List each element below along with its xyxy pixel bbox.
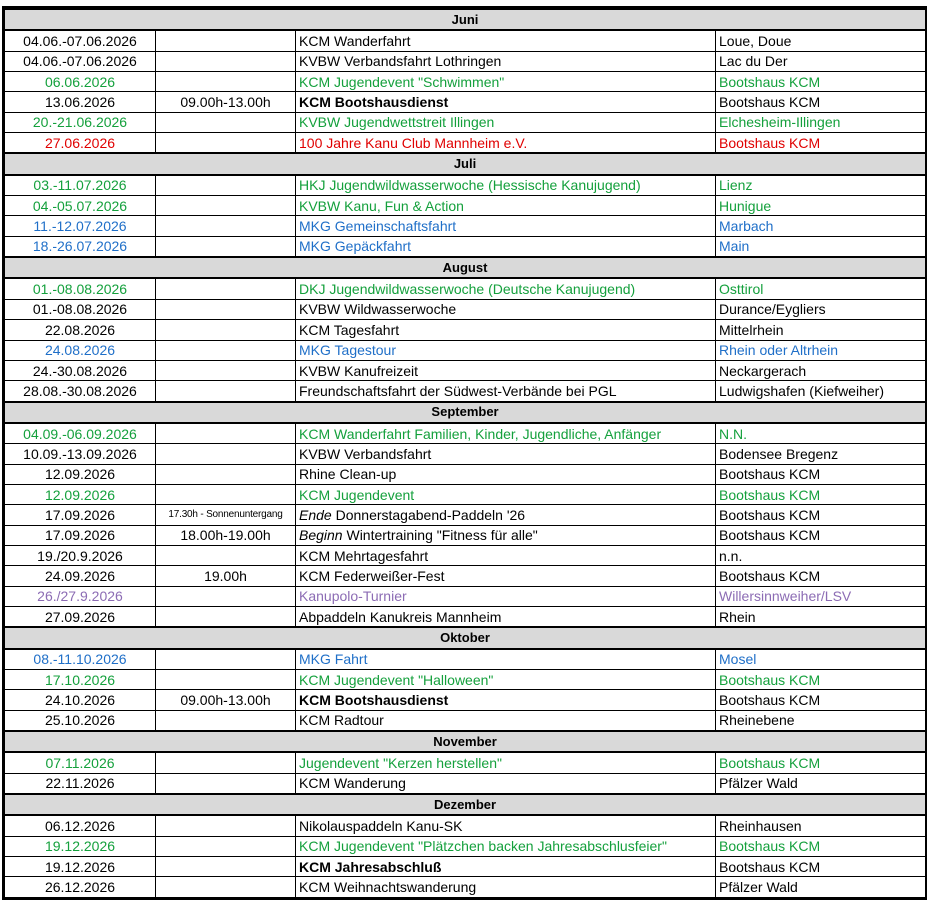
event-location: Willersinnweiher/LSV <box>716 586 926 606</box>
event-time <box>156 340 296 360</box>
event-date: 26.12.2026 <box>5 877 156 897</box>
event-row <box>5 752 926 773</box>
event-name: Donnerstagabend-Paddeln '26 <box>335 506 526 523</box>
event-name-cell <box>296 836 716 856</box>
event-name-cell <box>296 586 716 606</box>
event-name: 100 Jahre Kanu Club Mannheim e.V. <box>299 134 528 151</box>
event-name: HKJ Jugendwildwasserwoche (Hessische Kanujugend) <box>299 177 641 194</box>
event-date: 26./27.9.2026 <box>5 586 156 606</box>
event-date: 04.06.-07.06.2026 <box>5 51 156 71</box>
event-row <box>5 72 926 92</box>
event-time <box>156 299 296 319</box>
event-row <box>5 545 926 565</box>
event-name-cell <box>296 92 716 112</box>
event-name: Jugendevent "Kerzen herstellen" <box>299 755 502 772</box>
event-name-cell <box>296 877 716 897</box>
event-date: 10.09.-13.09.2026 <box>5 444 156 464</box>
event-location: Bootshaus KCM <box>716 752 926 773</box>
event-time <box>156 606 296 627</box>
event-location: Ludwigshafen (Kiefweiher) <box>716 381 926 402</box>
event-time <box>156 857 296 877</box>
event-name: KCM Wanderfahrt <box>299 33 411 50</box>
event-name: Nikolauspaddeln Kanu-SK <box>299 818 463 835</box>
event-date: 04.-05.07.2026 <box>5 196 156 216</box>
month-header: Dezember <box>5 794 926 815</box>
event-time: 09.00h-13.00h <box>156 92 296 112</box>
event-location: Lienz <box>716 175 926 196</box>
event-location: Bootshaus KCM <box>716 525 926 545</box>
event-date: 27.09.2026 <box>5 606 156 627</box>
event-name: Abpaddeln Kanukreis Mannheim <box>299 608 502 625</box>
event-name: KCM Wanderfahrt Familien, Kinder, Jugendliche, Anfänger <box>299 425 662 442</box>
event-name-cell <box>296 340 716 360</box>
event-time <box>156 545 296 565</box>
event-date: 08.-11.10.2026 <box>5 649 156 670</box>
event-date: 22.11.2026 <box>5 773 156 794</box>
event-name-cell <box>296 815 716 836</box>
event-time <box>156 133 296 154</box>
event-name: KVBW Kanu, Fun & Action <box>299 197 464 214</box>
event-time: 18.00h-19.00h <box>156 525 296 545</box>
event-date: 11.-12.07.2026 <box>5 216 156 236</box>
event-row <box>5 690 926 710</box>
event-date: 12.09.2026 <box>5 464 156 484</box>
event-time <box>156 815 296 836</box>
event-calendar-sheet <box>2 6 927 900</box>
event-date: 04.06.-07.06.2026 <box>5 30 156 51</box>
event-time <box>156 752 296 773</box>
event-name-cell <box>296 360 716 380</box>
event-name-cell <box>296 423 716 444</box>
event-date: 17.09.2026 <box>5 505 156 525</box>
event-name-cell <box>296 566 716 586</box>
event-date: 04.09.-06.09.2026 <box>5 423 156 444</box>
event-row <box>5 381 926 402</box>
event-time <box>156 216 296 236</box>
event-location: n.n. <box>716 545 926 565</box>
event-name: Kanupolo-Turnier <box>299 588 407 605</box>
event-location: Bootshaus KCM <box>716 566 926 586</box>
event-row <box>5 815 926 836</box>
month-header-row <box>5 9 926 30</box>
event-date: 01.-08.08.2026 <box>5 299 156 319</box>
event-location: Mosel <box>716 649 926 670</box>
month-header-row <box>5 257 926 278</box>
event-row <box>5 773 926 794</box>
event-time <box>156 360 296 380</box>
event-name-cell <box>296 690 716 710</box>
event-time <box>156 112 296 132</box>
event-location: Rhein <box>716 606 926 627</box>
event-name: KCM Mehrtagesfahrt <box>299 547 429 564</box>
event-time <box>156 423 296 444</box>
event-row <box>5 299 926 319</box>
event-time: 17.30h - Sonnenuntergang <box>156 505 296 525</box>
event-date: 17.10.2026 <box>5 670 156 690</box>
event-name: KCM Jugendevent "Schwimmen" <box>299 73 505 90</box>
event-name: KCM Wanderung <box>299 775 406 792</box>
event-location: Marbach <box>716 216 926 236</box>
event-name: KCM Jugendevent "Halloween" <box>299 671 494 688</box>
event-name: KCM Jugendevent "Plätzchen backen Jahresabschlusfeier" <box>299 838 667 855</box>
event-name: MKG Gemeinschaftsfahrt <box>299 218 457 235</box>
event-row <box>5 360 926 380</box>
event-time <box>156 710 296 731</box>
event-name: DKJ Jugendwildwasserwoche (Deutsche Kanujugend) <box>299 281 636 298</box>
event-name-cell <box>296 773 716 794</box>
month-header: Juli <box>5 153 926 174</box>
event-date: 25.10.2026 <box>5 710 156 731</box>
event-location: Pfälzer Wald <box>716 773 926 794</box>
event-row <box>5 423 926 444</box>
event-row <box>5 670 926 690</box>
event-time <box>156 51 296 71</box>
event-time <box>156 30 296 51</box>
event-row <box>5 51 926 71</box>
event-name-cell <box>296 606 716 627</box>
event-location: Pfälzer Wald <box>716 877 926 897</box>
event-row <box>5 566 926 586</box>
event-name-cell <box>296 51 716 71</box>
event-name: KVBW Verbandsfahrt <box>299 445 432 462</box>
event-time <box>156 773 296 794</box>
event-location: Neckargerach <box>716 360 926 380</box>
event-row <box>5 586 926 606</box>
event-name: KCM Weihnachtswanderung <box>299 879 477 896</box>
event-name: KVBW Kanufreizeit <box>299 362 419 379</box>
event-date: 19.12.2026 <box>5 836 156 856</box>
event-location: Bootshaus KCM <box>716 857 926 877</box>
event-row <box>5 525 926 545</box>
event-prefix: Ende <box>299 506 332 523</box>
event-row <box>5 30 926 51</box>
event-location: Rheinhausen <box>716 815 926 836</box>
event-name-cell <box>296 196 716 216</box>
event-location: N.N. <box>716 423 926 444</box>
event-row <box>5 340 926 360</box>
event-date: 13.06.2026 <box>5 92 156 112</box>
event-time <box>156 670 296 690</box>
event-row <box>5 278 926 299</box>
event-row <box>5 505 926 525</box>
event-name-cell <box>296 525 716 545</box>
event-location: Bootshaus KCM <box>716 133 926 154</box>
event-name: KCM Jugendevent <box>299 486 415 503</box>
event-row <box>5 236 926 257</box>
event-location: Durance/Eygliers <box>716 299 926 319</box>
event-name-cell <box>296 545 716 565</box>
event-name: KCM Federweißer-Fest <box>299 567 445 584</box>
event-location: Rhein oder Altrhein <box>716 340 926 360</box>
event-time <box>156 381 296 402</box>
event-location: Lac du Der <box>716 51 926 71</box>
event-location: Elchesheim-Illingen <box>716 112 926 132</box>
event-name-cell <box>296 72 716 92</box>
event-date: 01.-08.08.2026 <box>5 278 156 299</box>
event-name-cell <box>296 484 716 504</box>
event-name: KCM Radtour <box>299 712 384 729</box>
event-time <box>156 464 296 484</box>
event-date: 24.09.2026 <box>5 566 156 586</box>
event-date: 22.08.2026 <box>5 320 156 340</box>
event-name-cell <box>296 857 716 877</box>
month-header-row <box>5 153 926 174</box>
event-row <box>5 606 926 627</box>
event-date: 19.12.2026 <box>5 857 156 877</box>
event-name: KCM Tagesfahrt <box>299 321 400 338</box>
event-name: KCM Bootshausdienst <box>299 692 449 709</box>
event-location: Rheinebene <box>716 710 926 731</box>
event-location: Bootshaus KCM <box>716 92 926 112</box>
event-time <box>156 320 296 340</box>
month-header-row <box>5 627 926 648</box>
event-name-cell <box>296 381 716 402</box>
event-date: 24.08.2026 <box>5 340 156 360</box>
event-name-cell <box>296 670 716 690</box>
event-name-cell <box>296 320 716 340</box>
event-name-cell <box>296 236 716 257</box>
event-row <box>5 857 926 877</box>
event-location: Bootshaus KCM <box>716 836 926 856</box>
event-location: Loue, Doue <box>716 30 926 51</box>
event-date: 24.10.2026 <box>5 690 156 710</box>
event-location: Mittelrhein <box>716 320 926 340</box>
event-name: KVBW Wildwasserwoche <box>299 301 457 318</box>
event-date: 18.-26.07.2026 <box>5 236 156 257</box>
event-location: Bodensee Bregenz <box>716 444 926 464</box>
event-name: KVBW Jugendwettstreit Illingen <box>299 114 495 131</box>
event-time <box>156 586 296 606</box>
event-time <box>156 877 296 897</box>
event-prefix: Beginn <box>299 527 343 544</box>
event-row <box>5 464 926 484</box>
event-date: 12.09.2026 <box>5 484 156 504</box>
event-date: 20.-21.06.2026 <box>5 112 156 132</box>
event-date: 19./20.9.2026 <box>5 545 156 565</box>
event-name: Freundschaftsfahrt der Südwest-Verbände bei PGL <box>299 382 617 399</box>
event-date: 17.09.2026 <box>5 525 156 545</box>
event-time <box>156 196 296 216</box>
event-time <box>156 72 296 92</box>
event-name: MKG Gepäckfahrt <box>299 238 412 255</box>
event-name: Wintertraining "Fitness für alle" <box>346 527 538 544</box>
event-row <box>5 710 926 731</box>
event-location: Hunigue <box>716 196 926 216</box>
event-row <box>5 836 926 856</box>
event-name-cell <box>296 112 716 132</box>
event-time: 09.00h-13.00h <box>156 690 296 710</box>
event-row <box>5 133 926 154</box>
month-header-row <box>5 402 926 423</box>
event-name-cell <box>296 175 716 196</box>
event-location: Osttirol <box>716 278 926 299</box>
event-location: Bootshaus KCM <box>716 670 926 690</box>
event-row <box>5 649 926 670</box>
month-header: August <box>5 257 926 278</box>
event-time <box>156 278 296 299</box>
event-name-cell <box>296 133 716 154</box>
event-name-cell <box>296 278 716 299</box>
event-name: Rhine Clean-up <box>299 466 397 483</box>
event-name-cell <box>296 752 716 773</box>
event-time <box>156 484 296 504</box>
event-date: 27.06.2026 <box>5 133 156 154</box>
event-name: KCM Jahresabschluß <box>299 858 442 875</box>
event-location: Bootshaus KCM <box>716 484 926 504</box>
event-name: MKG Fahrt <box>299 651 368 668</box>
event-date: 28.08.-30.08.2026 <box>5 381 156 402</box>
event-date: 06.06.2026 <box>5 72 156 92</box>
event-time <box>156 836 296 856</box>
event-table <box>4 8 926 898</box>
event-name-cell <box>296 710 716 731</box>
month-header-row <box>5 794 926 815</box>
event-name-cell <box>296 464 716 484</box>
event-row <box>5 196 926 216</box>
event-row <box>5 484 926 504</box>
event-name: MKG Tagestour <box>299 342 397 359</box>
event-name-cell <box>296 649 716 670</box>
month-header: November <box>5 731 926 752</box>
event-location: Bootshaus KCM <box>716 72 926 92</box>
event-date: 03.-11.07.2026 <box>5 175 156 196</box>
event-time <box>156 444 296 464</box>
event-name: KVBW Verbandsfahrt Lothringen <box>299 53 502 70</box>
event-row <box>5 320 926 340</box>
event-row <box>5 216 926 236</box>
event-row <box>5 112 926 132</box>
event-location: Bootshaus KCM <box>716 505 926 525</box>
event-date: 07.11.2026 <box>5 752 156 773</box>
event-time: 19.00h <box>156 566 296 586</box>
event-name-cell <box>296 444 716 464</box>
event-name-cell <box>296 505 716 525</box>
event-time <box>156 649 296 670</box>
event-date: 06.12.2026 <box>5 815 156 836</box>
event-row <box>5 92 926 112</box>
event-table-body <box>5 9 926 897</box>
event-location: Bootshaus KCM <box>716 464 926 484</box>
event-row <box>5 175 926 196</box>
event-location: Bootshaus KCM <box>716 690 926 710</box>
event-location: Main <box>716 236 926 257</box>
event-name-cell <box>296 216 716 236</box>
event-date: 24.-30.08.2026 <box>5 360 156 380</box>
event-row <box>5 877 926 897</box>
event-name-cell <box>296 299 716 319</box>
event-name: KCM Bootshausdienst <box>299 94 449 111</box>
event-time <box>156 236 296 257</box>
month-header: September <box>5 402 926 423</box>
month-header: Juni <box>5 9 926 30</box>
month-header: Oktober <box>5 627 926 648</box>
event-time <box>156 175 296 196</box>
month-header-row <box>5 731 926 752</box>
event-row <box>5 444 926 464</box>
event-name-cell <box>296 30 716 51</box>
